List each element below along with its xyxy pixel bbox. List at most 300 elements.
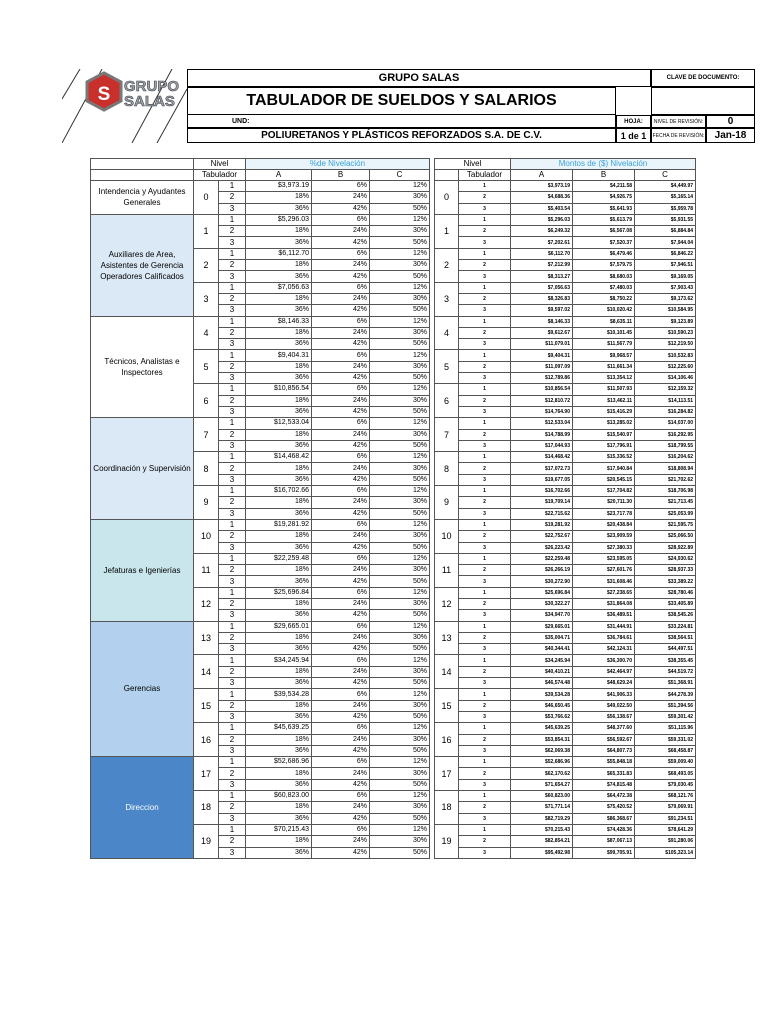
nivelacion-percent-table [90,158,430,859]
monto-c-cell: $38,545.26 [635,610,696,621]
pct-a-cell: 18% [246,361,312,372]
monto-c-cell: $7,946.51 [635,260,696,271]
tabulador-number: 2 [459,395,511,406]
pct-a-cell: $6,112.70 [246,248,312,259]
monto-a-cell: $12,789.86 [511,373,573,384]
pct-c-cell: 12% [370,519,430,530]
pct-a-cell: $14,468.42 [246,452,312,463]
table-row [435,542,696,553]
tabulador-number: 3 [459,305,511,316]
pct-a-cell: 18% [246,429,312,440]
tabulador-number: 2 [219,836,246,847]
pct-b-cell: 42% [312,305,370,316]
tabulador-number: 2 [459,429,511,440]
monto-b-cell: $17,796.91 [573,440,635,451]
pct-a-cell: $5,296.03 [246,214,312,225]
pct-b-cell: 24% [312,497,370,508]
pct-c-cell: 12% [370,621,430,632]
pct-a-cell: $70,215.43 [246,824,312,835]
pct-a-cell: 36% [246,813,312,824]
pct-c-cell: 50% [370,339,430,350]
monto-b-cell: $11,661.34 [573,361,635,372]
group-label: Coordinación y Supervisión [91,418,194,520]
nivel-number: 3 [435,282,459,316]
nivel-number: 19 [194,824,219,858]
pct-a-cell: 36% [246,711,312,722]
monto-b-cell: $17,704.82 [573,486,635,497]
tabulador-number: 2 [219,768,246,779]
tabulador-number: 1 [459,587,511,598]
monto-a-cell: $7,212.99 [511,260,573,271]
monto-b-cell: $13,354.12 [573,373,635,384]
monto-b-cell: $27,601.76 [573,565,635,576]
pct-b-cell: 42% [312,271,370,282]
monto-b-cell: $9,968.57 [573,350,635,361]
table-row [435,384,696,395]
nivel-number: 16 [435,723,459,757]
monto-c-cell: $4,449.97 [635,181,696,192]
tabulador-number: 1 [219,248,246,259]
pct-b-cell: 42% [312,576,370,587]
pct-b-cell: 24% [312,395,370,406]
pct-a-cell: 36% [246,678,312,689]
pct-c-cell: 12% [370,655,430,666]
monto-b-cell: $31,608.46 [573,576,635,587]
monto-b-cell: $86,368.67 [573,813,635,824]
tabulador-number: 1 [459,689,511,700]
monto-c-cell: $33,224.81 [635,621,696,632]
monto-c-cell: $28,922.89 [635,542,696,553]
document-header [62,69,747,143]
nivel-number: 1 [435,214,459,248]
tabulador-number: 3 [219,237,246,248]
monto-a-cell: $8,313.27 [511,271,573,282]
tabulador-number: 2 [219,293,246,304]
pct-a-cell: 36% [246,847,312,858]
pct-a-cell: $16,702.66 [246,486,312,497]
monto-a-cell: $30,272.90 [511,576,573,587]
pct-a-cell: 36% [246,271,312,282]
tabulador-number: 3 [459,644,511,655]
monto-b-cell: $74,428.36 [573,824,635,835]
monto-a-cell: $6,112.70 [511,248,573,259]
monto-b-cell: $27,380.33 [573,542,635,553]
pct-c-cell: 12% [370,248,430,259]
pct-b-cell: 42% [312,440,370,451]
pct-b-cell: 24% [312,836,370,847]
table-row [435,192,696,203]
tabulador-number: 2 [219,429,246,440]
nivel-number: 13 [435,621,459,655]
pct-b-cell: 42% [312,237,370,248]
monto-b-cell: $13,462.11 [573,395,635,406]
tabulador-number: 2 [459,260,511,271]
pct-c-cell: 12% [370,824,430,835]
pct-a-cell: 36% [246,745,312,756]
tabulador-number: 3 [219,745,246,756]
pct-a-cell: 36% [246,644,312,655]
pct-a-cell: $19,281.92 [246,519,312,530]
tabulador-number: 3 [219,847,246,858]
tabulador-number: 3 [459,847,511,858]
pct-a-cell: $25,696.84 [246,587,312,598]
monto-b-cell: $56,138.67 [573,711,635,722]
tabulador-number: 2 [219,565,246,576]
pct-c-cell: 30% [370,395,430,406]
table-row [435,339,696,350]
tabulador-number: 1 [219,350,246,361]
nivel-number: 8 [435,452,459,486]
tabulador-number: 1 [219,824,246,835]
pct-c-cell: 12% [370,384,430,395]
nivel-number: 16 [194,723,219,757]
pct-a-cell: 36% [246,373,312,384]
table-row [435,440,696,451]
monto-a-cell: $14,788.99 [511,429,573,440]
monto-c-cell: $78,641.29 [635,824,696,835]
pct-b-cell: 24% [312,531,370,542]
pct-b-cell: 6% [312,486,370,497]
tabulador-number: 1 [219,418,246,429]
col-a-header: A [511,170,573,181]
tabulador-number: 2 [459,463,511,474]
tabulador-number: 3 [459,440,511,451]
monto-c-cell: $105,323.14 [635,847,696,858]
pct-b-cell: 24% [312,598,370,609]
pct-b-cell: 42% [312,406,370,417]
pct-c-cell: 30% [370,666,430,677]
monto-b-cell: $42,124.31 [573,644,635,655]
fecha-revision-value: Jan-18 [706,128,755,143]
fecha-revision-label: FECHA DE REVISIÓN: [651,128,706,143]
monto-a-cell: $9,597.02 [511,305,573,316]
monto-a-cell: $53,766.62 [511,711,573,722]
monto-a-cell: $95,492.98 [511,847,573,858]
pct-c-cell: 30% [370,836,430,847]
monto-a-cell: $22,259.48 [511,553,573,564]
monto-a-cell: $17,044.93 [511,440,573,451]
tabulador-number: 1 [459,553,511,564]
monto-b-cell: $23,595.05 [573,553,635,564]
monto-b-cell: $36,300.70 [573,655,635,666]
pct-b-cell: 42% [312,474,370,485]
tabulador-number: 1 [219,384,246,395]
table-row [91,757,430,768]
pct-c-cell: 12% [370,689,430,700]
monto-a-cell: $14,468.42 [511,452,573,463]
pct-c-cell: 12% [370,282,430,293]
tabulador-number: 1 [459,214,511,225]
nivel-number: 2 [435,248,459,282]
monto-c-cell: $10,584.95 [635,305,696,316]
pct-b-cell: 6% [312,350,370,361]
table-row [435,802,696,813]
col-b-header: B [573,170,635,181]
pct-a-cell: 36% [246,610,312,621]
tabulador-number: 3 [459,237,511,248]
grupo-salas-logo [62,69,187,143]
monto-b-cell: $11,507.93 [573,384,635,395]
monto-b-cell: $41,906.33 [573,689,635,700]
pct-a-cell: 36% [246,406,312,417]
table-row [91,181,430,192]
monto-b-cell: $7,520.37 [573,237,635,248]
monto-a-cell: $62,069.38 [511,745,573,756]
monto-a-cell: $26,223.42 [511,542,573,553]
pct-c-cell: 30% [370,632,430,643]
pct-a-cell: 18% [246,598,312,609]
pct-a-cell: 36% [246,542,312,553]
tabulador-number: 3 [219,373,246,384]
pct-b-cell: 24% [312,429,370,440]
monto-a-cell: $71,654.27 [511,779,573,790]
monto-b-cell: $42,464.97 [573,666,635,677]
und-label: UND: [187,115,616,128]
nivel-number: 5 [194,350,219,384]
pct-b-cell: 6% [312,723,370,734]
logo-graphic [62,69,187,143]
nivel-number: 7 [435,418,459,452]
tabulador-number: 1 [219,452,246,463]
table-row [435,700,696,711]
table-row [91,621,430,632]
monto-a-cell: $40,344.41 [511,644,573,655]
monto-a-cell: $40,410.21 [511,666,573,677]
monto-c-cell: $6,884.84 [635,226,696,237]
monto-a-cell: $19,709.14 [511,497,573,508]
tabulador-number: 2 [219,531,246,542]
pct-b-cell: 6% [312,689,370,700]
table-row [91,214,430,225]
monto-a-cell: $62,170.62 [511,768,573,779]
pct-c-cell: 30% [370,429,430,440]
col-a-header: A [246,170,312,181]
monto-b-cell: $27,238.65 [573,587,635,598]
table-row [435,452,696,463]
table-row [435,519,696,530]
blank-header-cell [91,159,194,170]
monto-c-cell: $5,959.78 [635,203,696,214]
pct-b-cell: 24% [312,632,370,643]
pct-c-cell: 50% [370,576,430,587]
monto-a-cell: $82,854.21 [511,836,573,847]
pct-c-cell: 12% [370,587,430,598]
nivel-number: 6 [435,384,459,418]
pct-a-cell: 18% [246,260,312,271]
nivel-number: 12 [194,587,219,621]
monto-a-cell: $5,296.03 [511,214,573,225]
tabulador-number: 1 [459,791,511,802]
table-row [435,282,696,293]
tabulador-number: 2 [459,632,511,643]
nivel-revision-value: 0 [706,115,755,128]
monto-a-cell: $17,072.73 [511,463,573,474]
monto-c-cell: $79,030.45 [635,779,696,790]
pct-b-cell: 6% [312,587,370,598]
table-row [435,497,696,508]
tabulador-number: 2 [459,361,511,372]
monto-b-cell: $15,416.29 [573,406,635,417]
pct-c-cell: 50% [370,711,430,722]
table-row [91,316,430,327]
tabulador-number: 3 [219,576,246,587]
pct-b-cell: 24% [312,192,370,203]
nivel-number: 15 [194,689,219,723]
monto-b-cell: $48,629.24 [573,678,635,689]
pct-c-cell: 30% [370,260,430,271]
pct-c-cell: 30% [370,463,430,474]
monto-b-cell: $10,101.45 [573,327,635,338]
monto-c-cell: $16,204.62 [635,452,696,463]
pct-c-cell: 50% [370,745,430,756]
tabulador-number: 2 [219,497,246,508]
monto-c-cell: $12,219.50 [635,339,696,350]
pct-b-cell: 24% [312,565,370,576]
monto-b-cell: $20,711.30 [573,497,635,508]
pct-a-cell: 18% [246,768,312,779]
table-row [435,316,696,327]
table-row [435,418,696,429]
nivel-number: 19 [435,824,459,858]
document-title: TABULADOR DE SUELDOS Y SALARIOS [187,87,616,115]
table-row [435,711,696,722]
table-row [435,576,696,587]
pct-b-cell: 6% [312,621,370,632]
pct-c-cell: 50% [370,203,430,214]
monto-c-cell: $14,113.51 [635,395,696,406]
tabulador-number: 1 [459,519,511,530]
monto-a-cell: $19,677.05 [511,474,573,485]
tabulador-number: 1 [459,282,511,293]
table-row [435,836,696,847]
tabulador-number: 2 [219,327,246,338]
monto-c-cell: $38,355.45 [635,655,696,666]
monto-b-cell: $23,909.59 [573,531,635,542]
pct-a-cell: $3,973.19 [246,181,312,192]
tabulador-header: Tabulador [459,170,511,181]
monto-c-cell: $51,368.91 [635,678,696,689]
pct-c-cell: 30% [370,192,430,203]
monto-a-cell: $11,097.09 [511,361,573,372]
table-row [435,395,696,406]
tabulador-number: 1 [219,587,246,598]
monto-a-cell: $9,404.31 [511,350,573,361]
tabulador-number: 3 [459,339,511,350]
monto-c-cell: $91,234.51 [635,813,696,824]
monto-a-cell: $4,688.36 [511,192,573,203]
pct-c-cell: 30% [370,327,430,338]
monto-c-cell: $25,066.50 [635,531,696,542]
nivel-header: Nivel [435,159,511,170]
pct-a-cell: 18% [246,226,312,237]
pct-c-cell: 30% [370,768,430,779]
pct-c-cell: 50% [370,474,430,485]
tabulador-number: 3 [459,576,511,587]
monto-b-cell: $5,613.79 [573,214,635,225]
monto-c-cell: $21,713.45 [635,497,696,508]
pct-c-cell: 12% [370,791,430,802]
tabulador-number: 2 [459,226,511,237]
table-row [435,214,696,225]
tabulador-number: 1 [459,452,511,463]
clave-value [651,87,755,115]
blank-header-cell [91,170,194,181]
monto-c-cell: $9,169.05 [635,271,696,282]
table-row [435,508,696,519]
monto-a-cell: $22,752.67 [511,531,573,542]
tabulador-number: 3 [219,779,246,790]
pct-b-cell: 6% [312,282,370,293]
nivel-number: 10 [435,519,459,553]
pct-c-cell: 50% [370,237,430,248]
monto-a-cell: $82,719.29 [511,813,573,824]
tabulador-number: 1 [459,723,511,734]
group-label: Técnicos, Analistas e Inspectores [91,316,194,418]
tabulador-number: 3 [459,779,511,790]
monto-c-cell: $51,115.96 [635,723,696,734]
monto-c-cell: $68,493.05 [635,768,696,779]
table-row [435,531,696,542]
table-row [435,406,696,417]
table-row [435,474,696,485]
monto-c-cell: $6,846.22 [635,248,696,259]
tabulador-number: 2 [459,836,511,847]
pct-a-cell: $12,533.04 [246,418,312,429]
pct-b-cell: 24% [312,768,370,779]
pct-c-cell: 30% [370,293,430,304]
monto-b-cell: $15,336.52 [573,452,635,463]
pct-a-cell: $39,534.28 [246,689,312,700]
tabulador-number: 2 [219,700,246,711]
pct-b-cell: 42% [312,813,370,824]
monto-c-cell: $12,159.32 [635,384,696,395]
monto-b-cell: $64,807.73 [573,745,635,756]
monto-b-cell: $20,438.84 [573,519,635,530]
table-row [435,429,696,440]
pct-c-cell: 50% [370,271,430,282]
table-row [435,327,696,338]
monto-b-cell: $75,420.52 [573,802,635,813]
nivelacion-amounts-table [434,158,696,859]
tabulador-number: 3 [219,474,246,485]
monto-a-cell: $46,650.45 [511,700,573,711]
blank-header-cell [435,170,459,181]
monto-c-cell: $7,903.43 [635,282,696,293]
monto-c-cell: $18,808.94 [635,463,696,474]
pct-a-cell: 18% [246,395,312,406]
nivel-number: 9 [435,486,459,520]
nivel-number: 5 [435,350,459,384]
pct-a-cell: 36% [246,203,312,214]
tabulador-number: 3 [459,813,511,824]
nivel-number: 17 [194,757,219,791]
monto-a-cell: $7,202.61 [511,237,573,248]
pct-c-cell: 12% [370,418,430,429]
pct-b-cell: 6% [312,181,370,192]
monto-a-cell: $52,686.96 [511,757,573,768]
tabulador-number: 3 [459,542,511,553]
pct-b-cell: 42% [312,745,370,756]
pct-nivelacion-header: %de Nivelación [246,159,430,170]
monto-b-cell: $55,848.18 [573,757,635,768]
monto-b-cell: $36,784.61 [573,632,635,643]
monto-a-cell: $9,612.67 [511,327,573,338]
pct-b-cell: 24% [312,666,370,677]
pct-b-cell: 42% [312,610,370,621]
table-row [435,587,696,598]
table-row [435,271,696,282]
monto-c-cell: $21,702.62 [635,474,696,485]
